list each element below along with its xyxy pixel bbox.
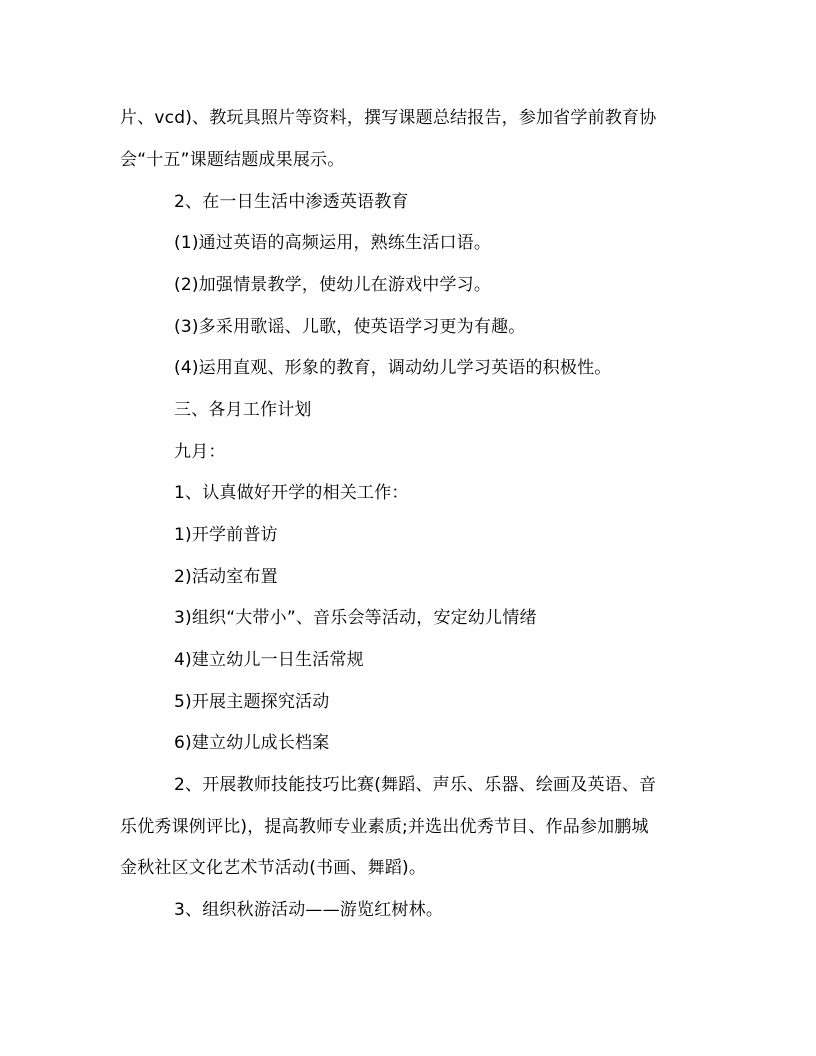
text-line: 会“十五”课题结题成果展示。 (120, 150, 345, 170)
text-line: 1)开学前普访 (174, 525, 278, 545)
text-line: 金秋社区文化艺术节活动(书画、舞蹈)。 (120, 858, 427, 878)
text-line: 6)建立幼儿成长档案 (174, 733, 330, 753)
text-line: (1)通过英语的高频运用，熟练生活口语。 (174, 233, 492, 253)
section-heading: 三、各月工作计划 (174, 400, 312, 420)
text-line: 2、在一日生活中渗透英语教育 (174, 192, 409, 212)
text-line: (2)加强情景教学，使幼儿在游戏中学习。 (174, 275, 492, 295)
text-line: 4)建立幼儿一日生活常规 (174, 650, 364, 670)
text-line: 片、vcd)、教玩具照片等资料，撰写课题总结报告，参加省学前教育协 (120, 108, 657, 128)
text-line: (4)运用直观、形象的教育，调动幼儿学习英语的积极性。 (174, 358, 612, 378)
text-line: 1、认真做好开学的相关工作： (174, 483, 409, 503)
month-heading: 九月： (174, 442, 226, 462)
text-line: 乐优秀课例评比)，提高教师专业素质;并选出优秀节目、作品参加鹏城 (120, 817, 649, 837)
text-line: 5)开展主题探究活动 (174, 692, 330, 712)
text-line: 3、组织秋游活动——游览红树林。 (174, 900, 444, 920)
text-line: 2)活动室布置 (174, 567, 278, 587)
text-line: (3)多采用歌谣、儿歌，使英语学习更为有趣。 (174, 317, 526, 337)
text-line: 2、开展教师技能技巧比赛(舞蹈、声乐、乐器、绘画及英语、音 (174, 775, 657, 795)
text-line: 3)组织“大带小”、音乐会等活动，安定幼儿情绪 (174, 608, 537, 628)
